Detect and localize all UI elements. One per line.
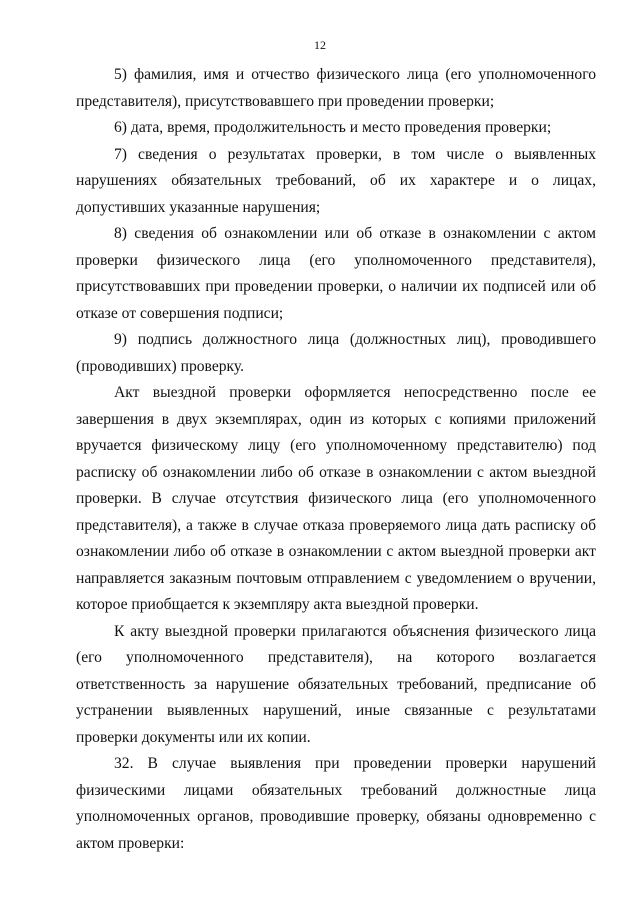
paragraph-item-8: 8) сведения об ознакомлении или об отказе в ознакомлении с актом проверки физического лица (его уполномоченного представителя), присутствовавших при проведении проверки, о наличии их подписей или об отказе от совершения подписи; [76, 225, 596, 322]
paragraph-clause-32: 32. В случае выявления при проведении проверки нарушений физическими лицами обязательных требований должностные лица уполномоченных органов, проводившие проверку, обязаны одновременно с актом проверки: [76, 755, 596, 852]
paragraph-item-7: 7) сведения о результатах проверки, в том числе о выявленных нарушениях обязательных требований, об их характере и о лицах, допустивших указанные нарушения; [76, 145, 596, 216]
paragraph-item-6: 6) дата, время, продолжительность и место проведения проверки; [114, 119, 552, 136]
paragraph-act-attachments: К акту выездной проверки прилагаются объяснения физического лица (его уполномоченного представителя), на которого возлагается ответственность за нарушение обязательных требований, предписание об устранении выявленных нарушений, иные связанные с результатами проверки документы или их копии. [76, 622, 596, 746]
paragraph-item-9: 9) подпись должностного лица (должностных лиц), проводившего (проводивших) проверку. [76, 331, 596, 375]
document-body [76, 62, 596, 857]
paragraph-item-5: 5) фамилия, имя и отчество физического лица (его уполномоченного представителя), присутствовавшего при проведении проверки; [76, 66, 596, 110]
paragraph-act-execution: Акт выездной проверки оформляется непосредственно после ее завершения в двух экземплярах, один из которых с копиями приложений вручается физическому лицу (его уполномоченному представителю) под расписку об ознакомлении либо об отказе в ознакомлении с актом выездной проверки. В случае отсутствия физического лица (его уполномоченного представителя), а также в случае отказа проверяемого лица дать расписку об ознакомлении либо об отказе в ознакомлении с актом выездной проверки акт направляется заказным почтовым отправлением с уведомлением о вручении, которое приобщается к экземпляру акта выездной проверки. [76, 384, 596, 613]
page-number: 12 [314, 38, 326, 52]
